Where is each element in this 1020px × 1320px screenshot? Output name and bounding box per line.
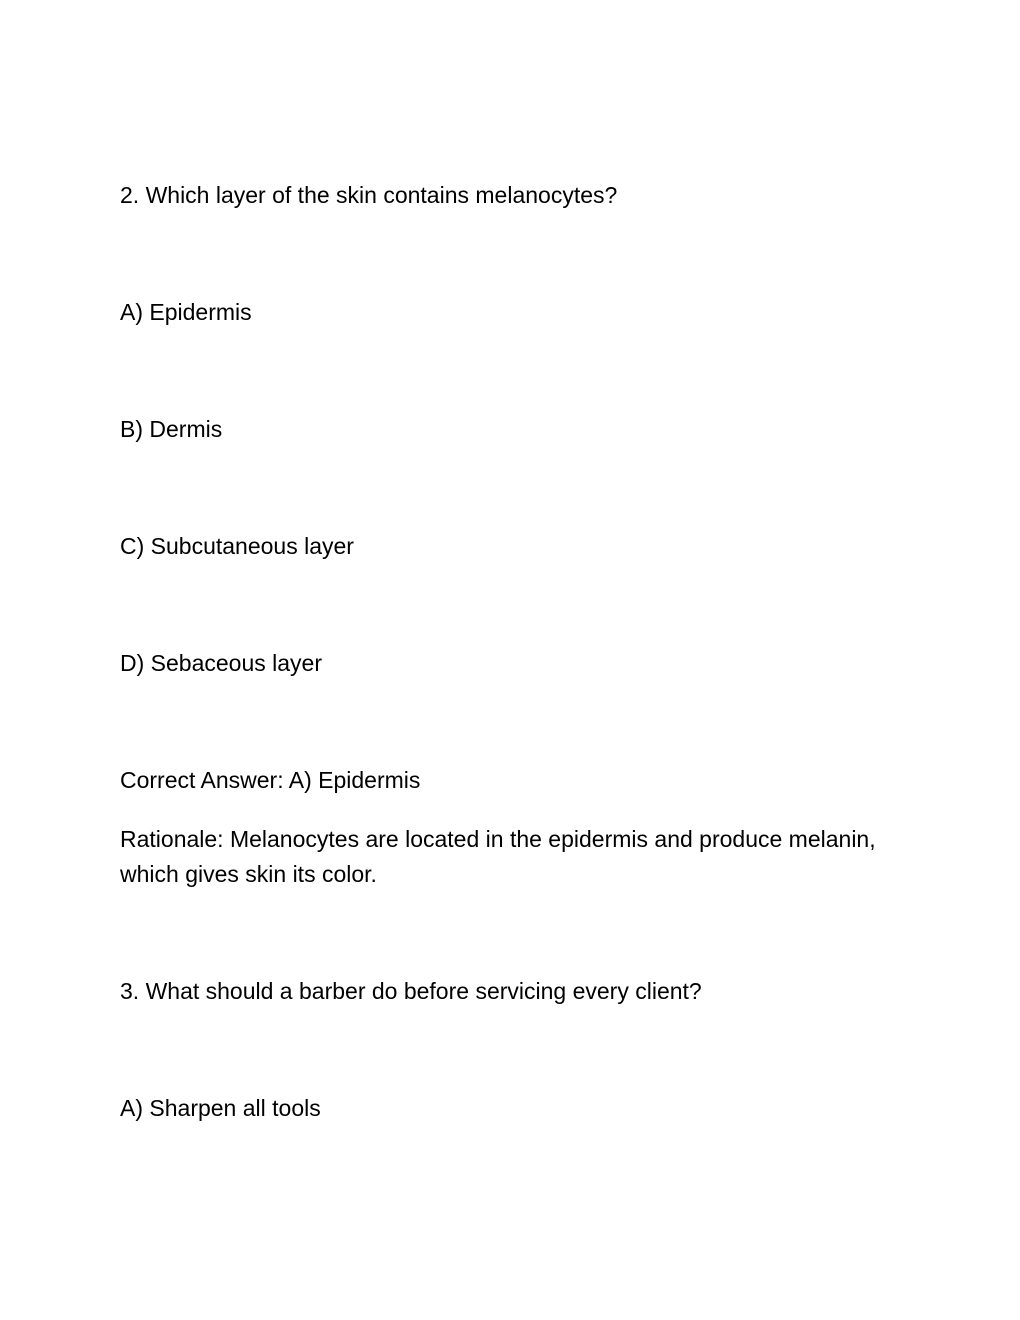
question-2-option-a: A) Epidermis: [120, 299, 252, 325]
question-3-option-a: A) Sharpen all tools: [120, 1095, 321, 1121]
question-2-option-c: C) Subcutaneous layer: [120, 533, 354, 559]
question-3-prompt: 3. What should a barber do before servicing every client?: [120, 978, 702, 1004]
question-2-correct-answer: Correct Answer: A) Epidermis: [120, 767, 421, 793]
question-2-option-d: D) Sebaceous layer: [120, 650, 322, 676]
question-2-rationale: Rationale: Melanocytes are located in the epidermis and produce melanin, which gives skin its color.: [120, 826, 876, 887]
question-2-option-b: B) Dermis: [120, 416, 223, 442]
question-2-prompt: 2. Which layer of the skin contains melanocytes?: [120, 182, 618, 208]
